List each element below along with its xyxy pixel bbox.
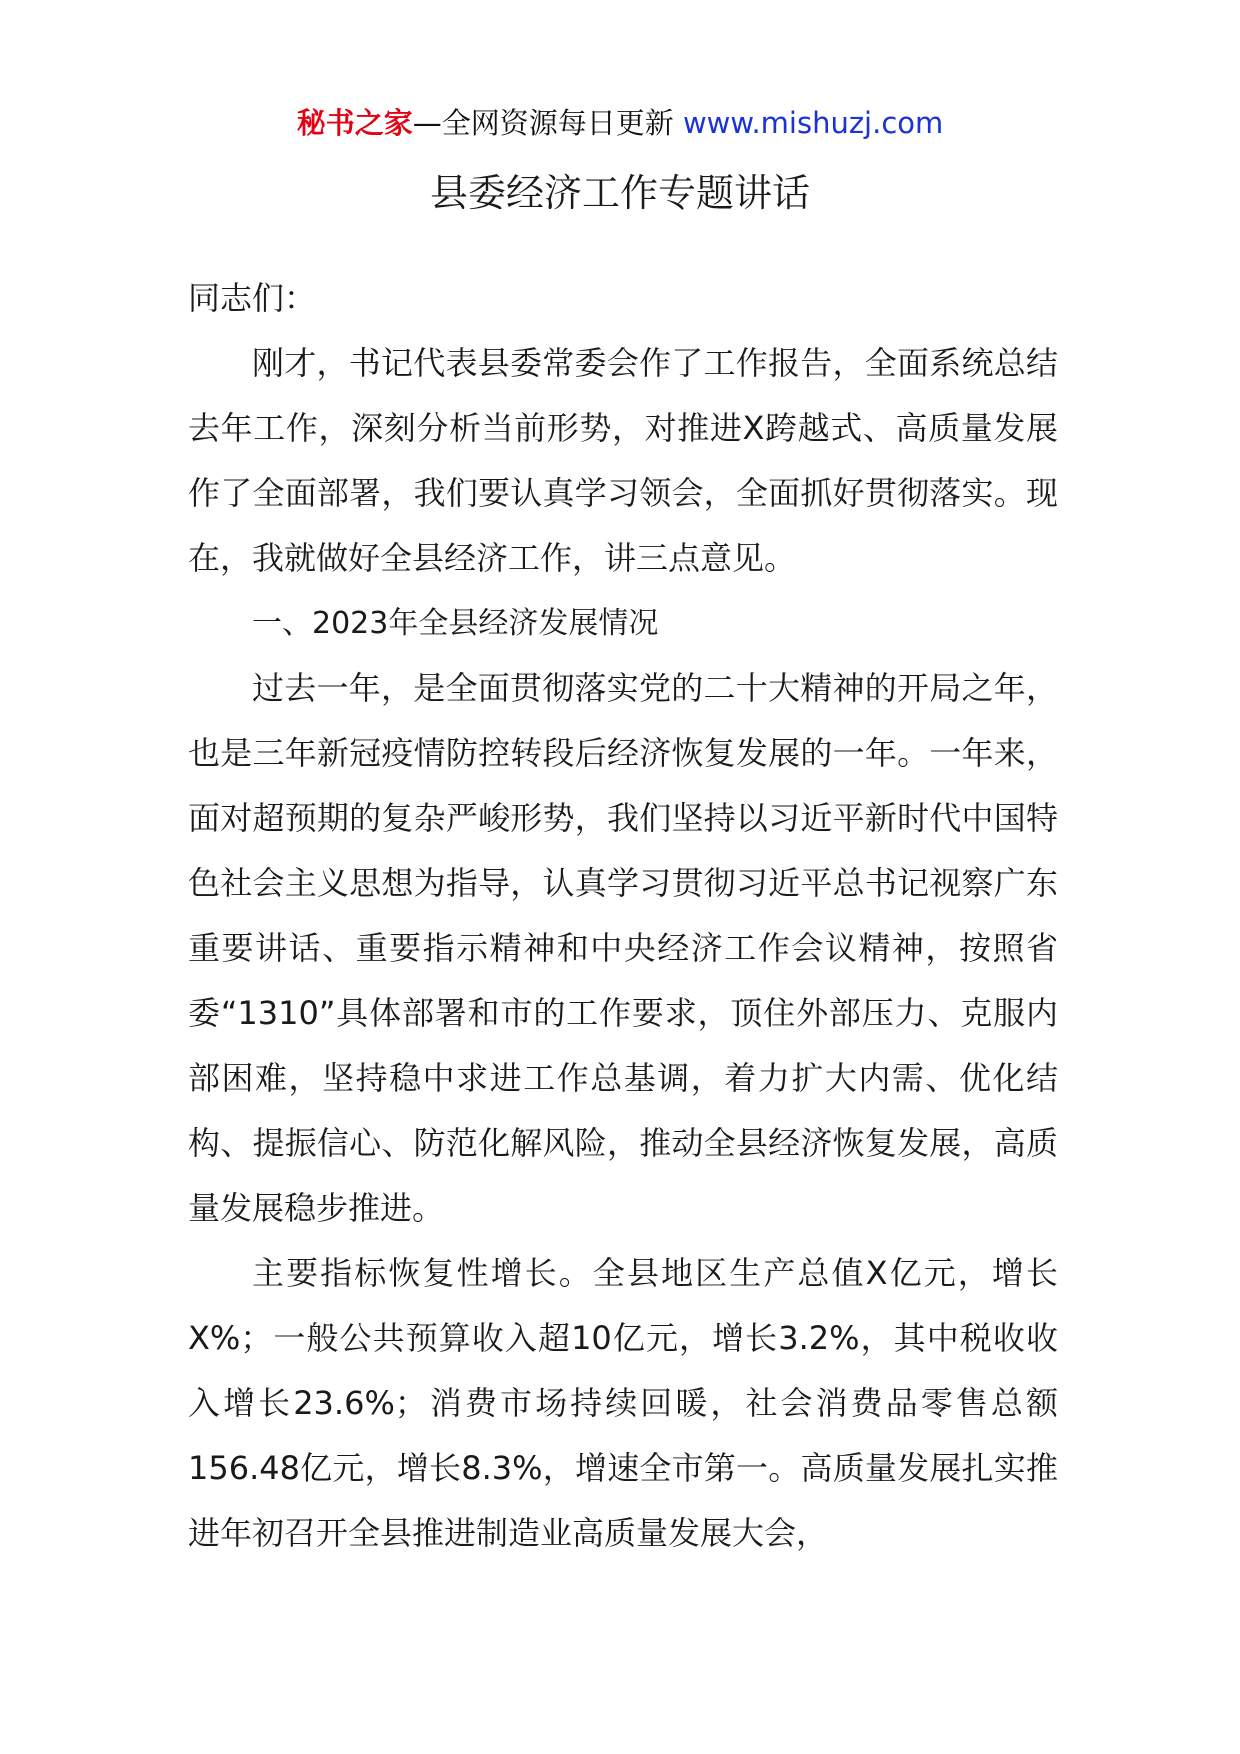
paragraph-overview: 过去一年，是全面贯彻落实党的二十大精神的开局之年，也是三年新冠疫情防控转段后经济恢复发展的一年。一年来，面对超预期的复杂严峻形势，我们坚持以习近平新时代中国特色社会主义思想为指导，认真学习贯彻习近平总书记视察广东重要讲话、重要指示精神和中央经济工作会议精神，按照省委“1310”具体部署和市的工作要求，顶住外部压力、克服内部困难，坚持稳中求进工作总基调，着力扩大内需、优化结构、提振信心、防范化解风险，推动全县经济恢复发展，高质量发展稳步推进。 bbox=[188, 669, 1058, 1227]
salutation: 同志们： bbox=[188, 279, 317, 317]
paragraph-intro: 刚才，书记代表县委常委会作了工作报告，全面系统总结去年工作，深刻分析当前形势，对推进X跨越式、高质量发展作了全面部署，我们要认真学习领会，全面抓好贯彻落实。现在，我就做好全县经济工作，讲三点意见。 bbox=[188, 344, 1058, 577]
site-tagline: —全网资源每日更新 bbox=[412, 106, 674, 140]
site-url-link[interactable]: www.mishuzj.com bbox=[682, 106, 944, 140]
document-title: 县委经济工作专题讲话 bbox=[429, 171, 810, 215]
site-header bbox=[0, 102, 1240, 144]
section-heading: 一、2023年全县经济发展情况 bbox=[252, 606, 659, 641]
site-brand: 秘书之家 bbox=[296, 106, 413, 140]
paragraph-indicators: 主要指标恢复性增长。全县地区生产总值X亿元，增长X%；一般公共预算收入超10亿元，增长3.2%，其中税收收入增长23.6%；消费市场持续回暖，社会消费品零售总额156.48亿元，增长8.3%，增速全市第一。高质量发展扎实推进年初召开全县推进制造业高质量发展大会， bbox=[188, 1254, 1058, 1552]
document-body bbox=[188, 266, 1058, 1566]
